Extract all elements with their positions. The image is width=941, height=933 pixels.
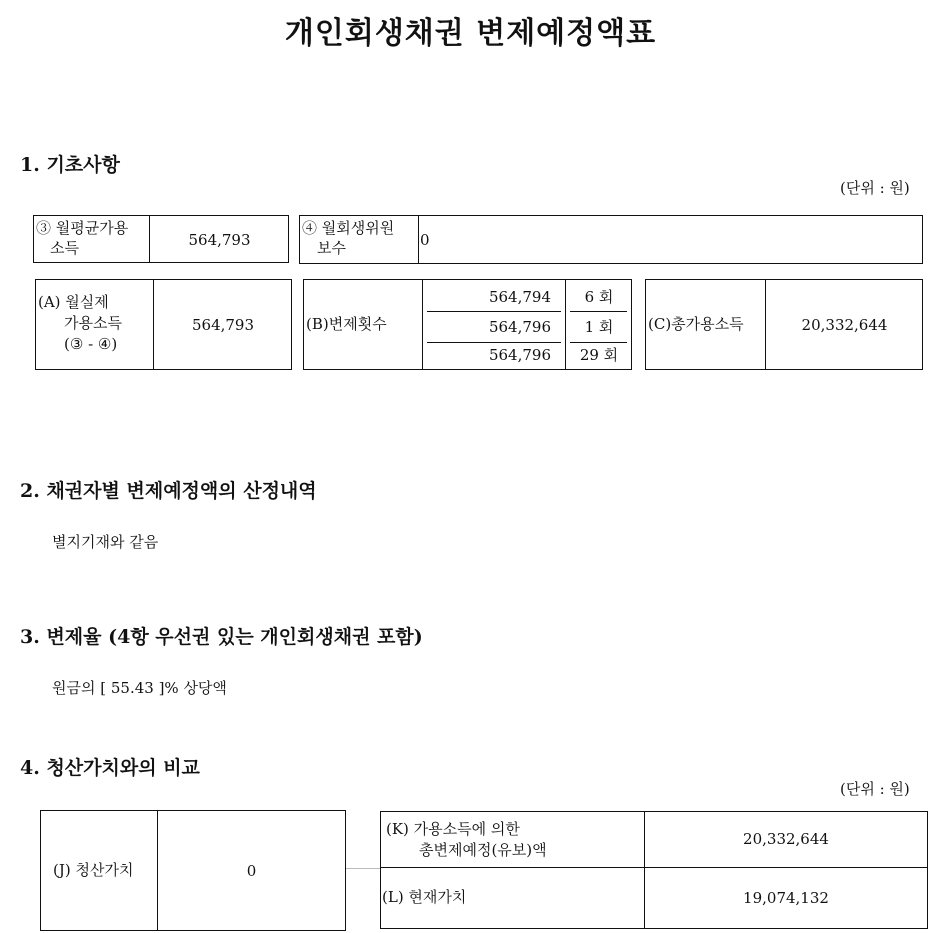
net-income-label-2: 가용소득 <box>64 314 122 332</box>
l-label: (L) 현재가치 <box>382 888 467 906</box>
repay-count-label: (B)변제횟수 <box>306 315 387 333</box>
liquidation-value-box <box>40 810 346 931</box>
repayment-compare-box <box>380 811 928 929</box>
repay-count-1: 6 회 <box>584 288 614 306</box>
net-income-box <box>35 279 292 370</box>
section1-unit: (단위 : 원) <box>840 179 910 197</box>
section3-text: 원금의 [ 55.43 ]% 상당액 <box>52 679 227 697</box>
page-title: 개인회생채권 변제예정액표 <box>284 16 657 51</box>
section2-heading: 2. 채권자별 변제예정액의 산정내역 <box>20 480 317 502</box>
net-income-value: 564,793 <box>191 316 255 334</box>
total-income-value: 20,332,644 <box>801 316 888 334</box>
liquidation-label: (J) 청산가치 <box>53 861 134 879</box>
trustee-fee-box <box>299 215 923 264</box>
repay-count-box <box>303 279 632 370</box>
liquidation-value: 0 <box>246 862 257 880</box>
section4-unit: (단위 : 원) <box>840 780 910 798</box>
avg-income-label-2: 소득 <box>50 239 79 257</box>
repay-amount-1: 564,794 <box>488 288 551 306</box>
net-income-label-3: (③ - ④) <box>64 335 118 353</box>
avg-income-value: 564,793 <box>188 231 251 249</box>
avg-income-box <box>33 215 289 263</box>
trustee-label-1: ④ 월회생위원 <box>302 219 395 237</box>
section1-heading: 1. 기초사항 <box>20 154 120 176</box>
k-label-2: 총변제예정(유보)액 <box>419 841 547 859</box>
section3-heading: 3. 변제율 (4항 우선권 있는 개인회생채권 포함) <box>20 626 423 648</box>
repay-count-3: 29 회 <box>579 346 619 364</box>
net-income-label-1: (A) 월실제 <box>38 293 109 311</box>
l-value: 19,074,132 <box>743 889 829 907</box>
repay-amount-2: 564,796 <box>488 318 551 336</box>
section2-text: 별지기재와 같음 <box>52 533 159 551</box>
repay-amount-3: 564,796 <box>488 346 551 364</box>
k-label-1: (K) 가용소득에 의한 <box>386 820 520 838</box>
total-income-label: (C)총가용소득 <box>648 315 744 333</box>
trustee-value: 0 <box>420 231 430 249</box>
total-income-box <box>645 279 923 370</box>
k-value: 20,332,644 <box>743 830 829 848</box>
trustee-label-2: 보수 <box>317 239 346 257</box>
repay-count-2: 1 회 <box>584 318 614 336</box>
section4-heading: 4. 청산가치와의 비교 <box>20 757 200 779</box>
avg-income-label-1: ③ 월평균가용 <box>36 219 129 237</box>
connector-line <box>346 868 380 869</box>
